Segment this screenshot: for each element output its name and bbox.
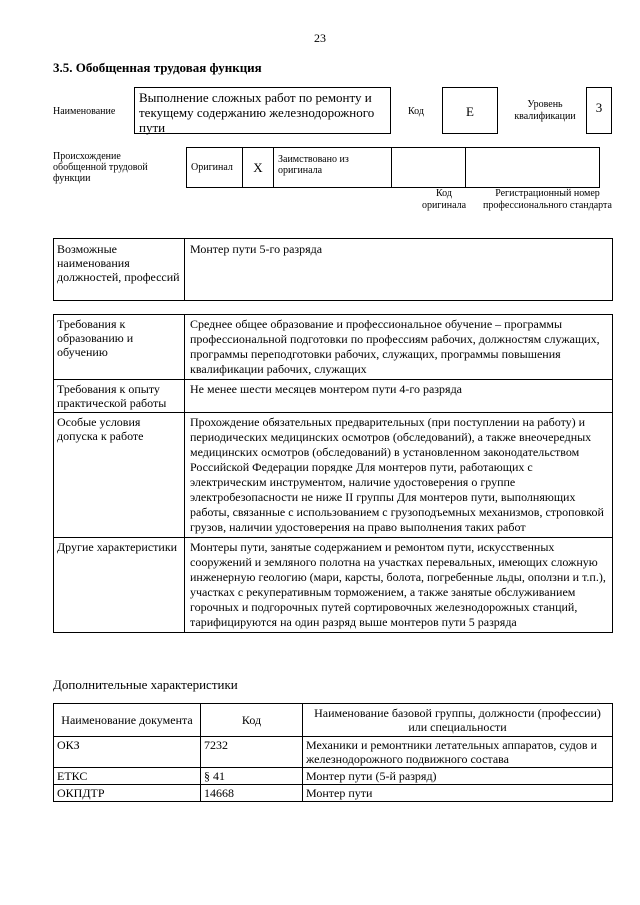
table-row <box>54 315 613 380</box>
positions-label: Возможные наименования должностей, профессий <box>54 239 185 301</box>
original-label: Оригинал <box>187 148 243 188</box>
table-row <box>54 768 613 785</box>
original-mark: X <box>243 148 274 188</box>
table-header-row <box>54 704 613 737</box>
requirement-value: Монтеры пути, занятые содержанием и ремонтом пути, искусственных сооружений и земляного полотна на участках перевальных, имеющих сложную инженерную геологию (мари, карсты, болота, погребенные льды, оползни и т.п.), участках с рекуперативным торможением, а также занятые обслуживанием горочных и подгорочных путей сортировочных железнодорожных станций, тарифицируются на один разряд выше монтеров пути 5 разряда <box>185 538 613 633</box>
origin-table <box>186 147 600 188</box>
table-cell: ОКЗ <box>54 737 201 768</box>
column-header: Код <box>201 704 303 737</box>
table-cell: 7232 <box>201 737 303 768</box>
table-row <box>54 785 613 802</box>
table-cell: 14668 <box>201 785 303 802</box>
table-cell: ЕТКС <box>54 768 201 785</box>
name-label: Наименование <box>53 106 116 117</box>
requirement-label: Требования к опыту практической работы <box>54 380 185 413</box>
table-cell: § 41 <box>201 768 303 785</box>
requirement-label: Особые условия допуска к работе <box>54 413 185 538</box>
table-cell: Монтер пути (5-й разряд) <box>303 768 613 785</box>
positions-table <box>53 238 613 301</box>
level-value: 3 <box>586 87 612 134</box>
code-value: E <box>442 87 498 134</box>
table-cell: ОКПДТР <box>54 785 201 802</box>
table-row <box>54 737 613 768</box>
table-row <box>54 380 613 413</box>
page-number: 23 <box>314 31 326 45</box>
requirement-label: Требования к образованию и обучению <box>54 315 185 380</box>
reg-number-cell <box>466 148 600 188</box>
original-code-caption: Код оригинала <box>421 188 467 211</box>
table-cell: Механики и ремонтники летательных аппаратов, судов и железнодорожного подвижного состава <box>303 737 613 768</box>
table-cell: Монтер пути <box>303 785 613 802</box>
requirement-value: Среднее общее образование и профессиональное обучение – программы профессиональной подготовки по профессиям рабочих, должностям служащих, программы переподготовки рабочих, служащих, программы повышения квалификации рабочих, служащих <box>185 315 613 380</box>
borrowed-label: Заимствовано из оригинала <box>274 148 392 188</box>
additional-title: Дополнительные характеристики <box>53 677 238 692</box>
section-title: 3.5. Обобщенная трудовая функция <box>53 60 262 75</box>
positions-value: Монтер пути 5-го разряда <box>185 239 613 301</box>
requirement-value: Не менее шести месяцев монтером пути 4-го разряда <box>185 380 613 413</box>
name-value: Выполнение сложных работ по ремонту и текущему содержанию железнодорожного пути <box>134 87 391 134</box>
additional-table <box>53 703 613 802</box>
requirement-value: Прохождение обязательных предварительных (при поступлении на работу) и периодических медицинских осмотров (обследований), а также внеочередных медицинских осмотров (обследований) в установленном законодательством Российской Федерации порядке Для монтеров пути, работающих с электрическим инструментом, наличие удостоверения о группе электробезопасности не ниже II группы Для монтеров пути, выполняющих работы, связанные с использованием с грузоподъемных механизмов, строповкой грузов, наличии удостоверения на право выполнения таких работ <box>185 413 613 538</box>
code-label: Код <box>408 106 424 117</box>
table-row <box>54 538 613 633</box>
column-header: Наименование документа <box>54 704 201 737</box>
origin-label: Происхождение обобщенной трудовой функции <box>53 151 148 184</box>
table-row <box>54 413 613 538</box>
column-header: Наименование базовой группы, должности (профессии) или специальности <box>303 704 613 737</box>
original-code-cell <box>392 148 466 188</box>
requirement-label: Другие характеристики <box>54 538 185 633</box>
level-label: Уровень квалификации <box>514 99 576 122</box>
reg-number-caption: Регистрационный номер профессионального стандарта <box>483 188 612 211</box>
requirements-table <box>53 314 613 633</box>
